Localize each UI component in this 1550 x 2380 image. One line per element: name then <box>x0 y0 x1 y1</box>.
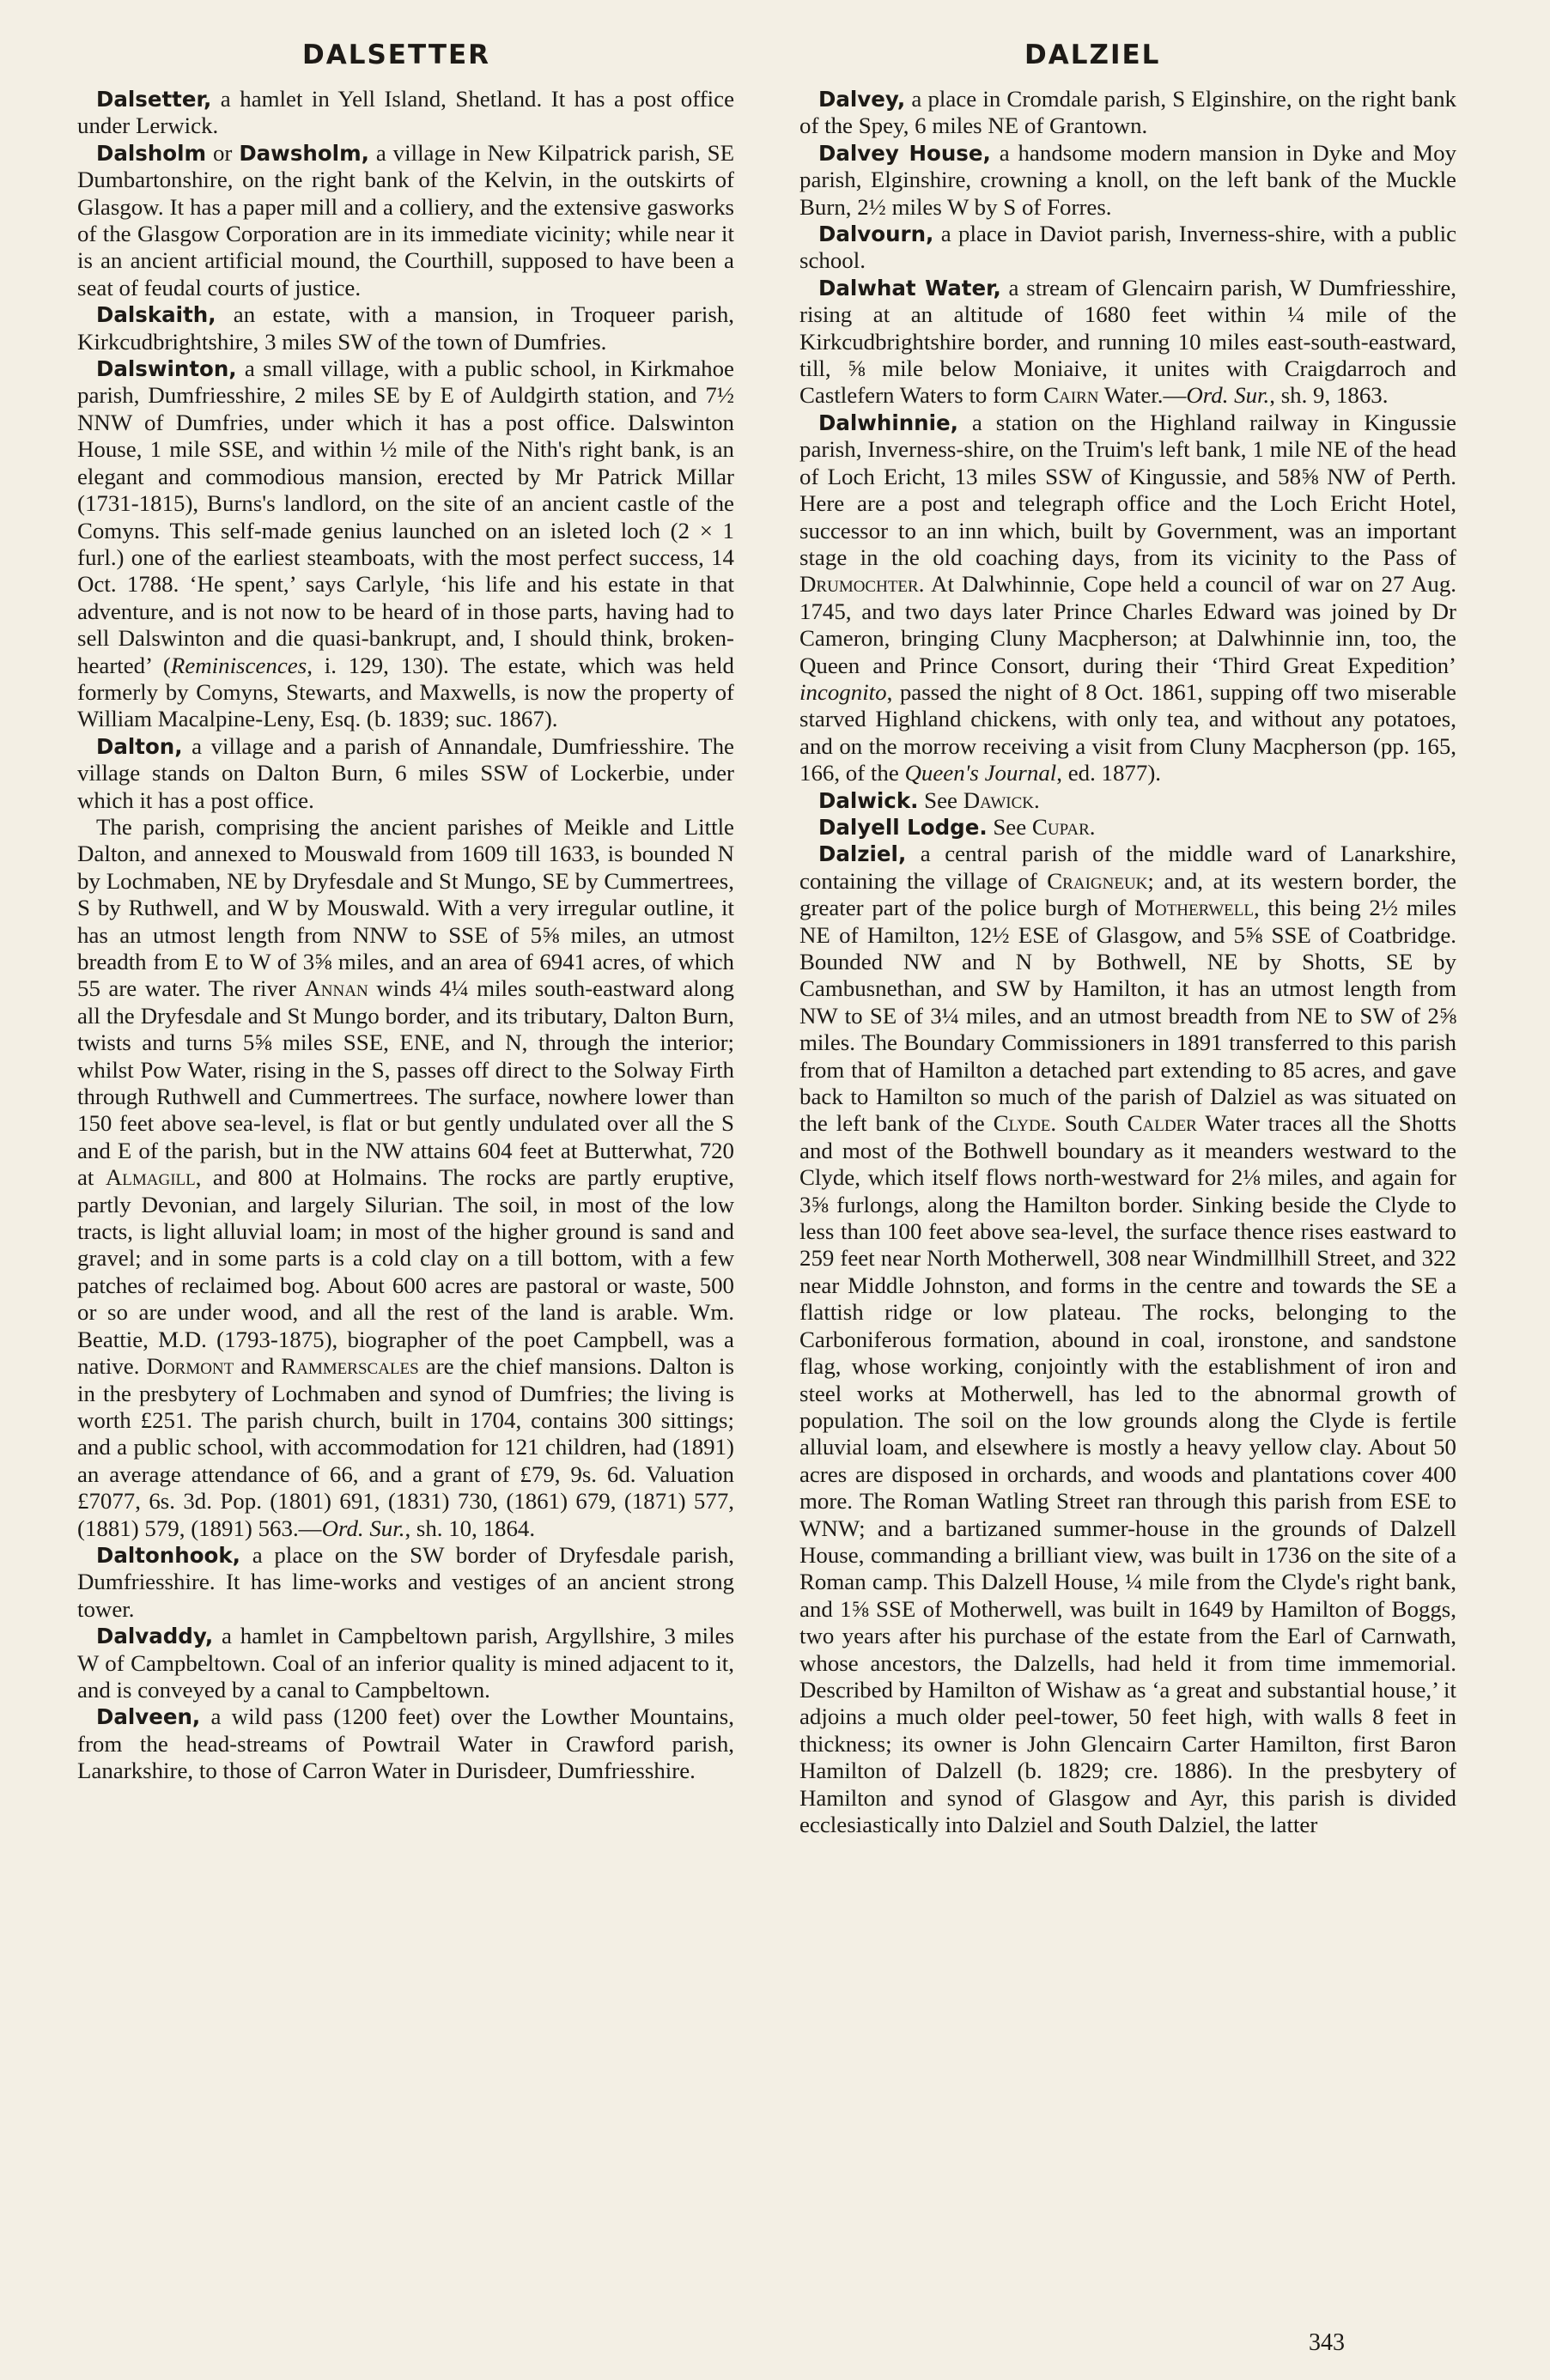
entry-text: . <box>1034 786 1040 813</box>
entry-text: a wild pass (1200 feet) over the Lowther Mountains, from the head-streams of Powtrail Water in Crawford parish, Lanarkshire, to those of Carron Water in Durisdeer, Dumfriesshire. <box>77 1703 734 1784</box>
cross-reference: Cairn <box>1043 382 1099 409</box>
italic-text: Ord. Sur. <box>1186 382 1270 409</box>
header-left-title: DALSETTER <box>302 39 491 70</box>
gazetteer-entry <box>799 814 1456 841</box>
gazetteer-entry <box>77 733 734 814</box>
running-header <box>0 39 1550 74</box>
entry-text: an estate, with a mansion, in Troqueer parish, Kirkcudbrightshire, 3 miles SW of the town of Dumfries. <box>77 301 734 355</box>
entry-text: Water.— <box>1098 382 1187 409</box>
gazetteer-entry <box>77 140 734 301</box>
entry-headword: Daltonhook, <box>96 1542 240 1568</box>
entry-text: or <box>206 139 240 166</box>
entry-headword: Dalsholm <box>96 140 207 166</box>
cross-reference: Annan <box>304 975 368 1002</box>
entry-headword: Dalveen, <box>96 1704 201 1730</box>
gazetteer-entry <box>77 1703 734 1784</box>
entry-headword: Dalvaddy, <box>96 1624 214 1649</box>
entry-text: , i. 129, 130). The estate, which was held formerly by Comyns, Stewarts, and Maxwells, is now the property of William Macalpine-Leny, Esq. (b. 1839; suc. 1867). <box>77 652 735 732</box>
gazetteer-entry <box>799 787 1456 814</box>
entry-text: a handsome modern mansion in Dyke and Moy parish, Elginshire, crowning a knoll, on the left bank of the Muckle Burn, 2½ miles W by S of Forres. <box>799 139 1456 220</box>
entry-text: See <box>918 786 963 813</box>
cross-reference: Cupar <box>1031 813 1090 840</box>
entry-headword: Dalton, <box>96 733 183 759</box>
italic-text: incognito <box>799 678 887 705</box>
entry-headword: Dalswinton, <box>96 356 237 382</box>
cross-reference: Motherwell <box>1134 895 1254 921</box>
italic-text: Reminiscences <box>170 652 307 678</box>
gazetteer-entry <box>77 1542 734 1623</box>
entry-headword: Dalziel, <box>818 841 907 867</box>
cross-reference: Rammerscales <box>281 1353 419 1380</box>
gazetteer-entry <box>77 814 734 1542</box>
italic-text: Ord. Sur. <box>321 1515 405 1541</box>
entry-text: . South <box>1050 1110 1128 1137</box>
entry-headword: Dalyell Lodge. <box>818 814 988 840</box>
entry-text: . <box>1089 813 1096 840</box>
entry-text: are the chief mansions. Dalton is in the presbytery of Lochmaben and synod of Dumfries; the living is worth £251. The parish church, built in 1704, contains 300 sittings; and a public school, with accommodation for 121 children, had (1891) an average attendance of 66, and a grant of £79, 9s. 6d. Valuation £7077, 6s. 3d. Pop. (1801) 691, (1831) 730, (1861) 679, (1871) 577, (1881) 579, (1891) 563.— <box>77 1353 734 1541</box>
entry-headword: Dalvourn, <box>818 222 934 247</box>
cross-reference: Craigneuk <box>1047 867 1148 894</box>
entry-text: a station on the Highland railway in Kingussie parish, Inverness-shire, on the Truim's left bank, 1 mile NE of the head of Loch Ericht, 13 miles SSW of Kingussie, and 58⅝ NW of Perth. Here are a post and telegraph office and the Loch Ericht Hotel, successor to an inn which, built by Government, was an important stage in the old coaching days, from its vicinity to the Pass of <box>799 409 1456 570</box>
entry-text: The parish, comprising the ancient parishes of Meikle and Little Dalton, and annexed to Mouswald from 1609 till 1633, is bounded N by Lochmaben, NE by Dryfesdale and St Mungo, SE by Cummertrees, S by Ruthwell, and W by Mouswald. With a very irregular outline, it has an utmost length from NNW to SSE of 5⅝ miles, an utmost breadth from E to W of 3⅝ miles, and an area of 6941 acres, of which 55 are water. The river <box>77 813 734 1002</box>
entry-text: a village in New Kilpatrick parish, SE Dumbartonshire, on the right bank of the Kelvin, in the outskirts of Glasgow. It has a paper mill and a colliery, and the extensive gasworks of the Glasgow Corporation are in its immediate vicinity; while near it is an ancient artificial mound, the Courthill, supposed to have been a seat of feudal courts of justice. <box>77 139 734 301</box>
entry-text: ; and, at its western border, the greater part of the police burgh of <box>799 867 1456 921</box>
gazetteer-entry <box>77 86 734 140</box>
entry-text: , and 800 at Holmains. The rocks are partly eruptive, partly Devonian, and largely Silurian. The soil, in most of the low tracts, is light alluvial loam; in most of the higher ground is sand and gravel; and in some parts is a cold clay on a till bottom, with a few patches of reclaimed bog. About 600 acres are pastoral or waste, 500 or so are under wood, and all the rest of the land is arable. Wm. Beattie, M.D. (1793-1875), biographer of the poet Campbell, was a native. <box>77 1164 734 1380</box>
entry-text: . At Dalwhinnie, Cope held a council of war on 27 Aug. 1745, and two days later Prince Charles Edward was joined by Dr Cameron, bringing Cluny Macpherson; at Dalwhinnie inn, too, the Queen and Prince Consort, during their ‘Third Great Expedition’ <box>799 571 1456 678</box>
entry-headword: Dalskaith, <box>96 302 216 328</box>
gazetteer-entry <box>799 140 1456 221</box>
entry-headword: Dalwhat Water, <box>818 275 1001 301</box>
left-column <box>77 86 734 1785</box>
header-right-title: DALZIEL <box>1024 39 1161 70</box>
entry-text: a small village, with a public school, in Kirkmahoe parish, Dumfriesshire, 2 miles SE by E of Auldgirth station, and 7½ NNW of Dumfries, under which it has a post office. Dalswinton House, 1 mile SSE, and within ½ mile of the Nith's right bank, is an elegant and commodious mansion, erected by Mr Patrick Millar (1731-1815), Burns's landlord, on the site of an ancient castle of the Comyns. This self-made genius launched on an isleted loch (2 × 1 furl.) one of the earliest steamboats, with the most perfect success, 14 Oct. 1788. ‘He spent,’ says Carlyle, ‘his life and his estate in that adventure, and is not now to be heard of in those parts, having had to sell Dalswinton and die quasi-bankrupt, and, I should think, broken-hearted’ ( <box>77 355 734 678</box>
entry-text: , passed the night of 8 Oct. 1861, supping off two miserable starved Highland chickens, with only tea, and without any potatoes, and on the morrow receiving a visit from Cluny Macpherson (pp. 165, 166, of the <box>799 678 1456 786</box>
gazetteer-entry <box>799 410 1456 787</box>
entry-text: Water traces all the Shotts and most of the Bothwell boundary as it meanders westward to the Clyde, which itself flows north-westward for 2⅛ miles, and again for 3⅝ furlongs, along the Hamilton border. Sinking beside the Clyde to less than 100 feet above sea-level, the surface thence rises eastward to 259 feet near North Motherwell, 308 near Windmillhill Street, and 322 near Middle Johnston, and forms in the centre and towards the SE a flattish ridge or low plateau. The rocks, belonging to the Carboniferous formation, abound in coal, ironstone, and sandstone flag, whose working, conjointly with the establishment of iron and steel works at Motherwell, has led to the abnormal growth of population. The soil on the low grounds along the Clyde is fertile alluvial loam, and elsewhere is mostly a heavy yellow clay. About 50 acres are disposed in orchards, and woods and plantations cover 400 more. The Roman Watling Street ran through this parish from ESE to WNW; and a bartizaned summer-house in the grounds of Dalzell House, commanding a brilliant view, was built in 1736 on the site of a Roman camp. This Dalzell House, ¼ mile from the Clyde's right bank, and 1⅝ SSE of Motherwell, was built in 1649 by Hamilton of Boggs, two years after his purchase of the estate from the Earl of Carnwath, whose ancestors, the Dalzells, had held it from time immemorial. Described by Hamilton of Wishaw as ‘a great and substantial house,’ it adjoins a much older peel-tower, 50 feet high, with walls 8 feet in thickness; its owner is John Glencairn Carter Hamilton, first Baron Hamilton of Dalzell (b. 1829; cre. 1886). In the presbytery of Hamilton and synod of Glasgow and Ayr, this parish is divided ecclesiastically into Dalziel and South Dalziel, the latter <box>799 1110 1456 1837</box>
entry-headword: Dalwick. <box>818 787 919 813</box>
entry-text: , sh. 10, 1864. <box>404 1515 536 1541</box>
italic-text: Queen's Journal <box>904 760 1057 786</box>
gazetteer-entry <box>77 355 734 733</box>
entry-text: See <box>987 813 1032 840</box>
gazetteer-entry <box>799 86 1456 140</box>
entry-text: a place on the SW border of Dryfesdale parish, Dumfriesshire. It has lime-works and vestiges of an ancient strong tower. <box>77 1541 734 1622</box>
right-column <box>799 86 1456 1838</box>
entry-text: and <box>234 1353 282 1380</box>
gazetteer-entry <box>799 841 1456 1838</box>
cross-reference: Calder <box>1127 1110 1197 1137</box>
gazetteer-entry <box>77 1623 734 1703</box>
page-number: 343 <box>1309 2329 1345 2356</box>
entry-text: , ed. 1877). <box>1056 760 1161 786</box>
entry-text: a village and a parish of Annandale, Dumfriesshire. The village stands on Dalton Burn, 6 miles SSW of Lockerbie, under which it has a post office. <box>77 732 734 813</box>
cross-reference: Clyde <box>993 1110 1051 1137</box>
entry-text: a hamlet in Yell Island, Shetland. It has a post office under Lerwick. <box>77 86 734 139</box>
cross-reference: Dormont <box>146 1353 234 1380</box>
entry-text: , this being 2½ miles NE of Hamilton, 12½ ESE of Glasgow, and 5⅝ SSE of Coatbridge. Bounded NW and N by Bothwell, NE by Shotts, SE by Cambusnethan, and SW by Hamilton, it has an utmost length from NW to SE of 3¼ miles, and an utmost breadth from NE to SW of 2⅝ miles. The Boundary Commissioners in 1891 transferred to this parish from that of Hamilton a detached part extending to 85 acres, and gave back to Hamilton so much of the parish of Dalziel as was situated on the left bank of the <box>799 895 1456 1137</box>
cross-reference: Drumochter <box>799 571 919 598</box>
cross-reference: Almagill <box>105 1164 196 1191</box>
gazetteer-entry <box>799 275 1456 410</box>
gazetteer-entry <box>799 221 1456 275</box>
entry-text: a place in Daviot parish, Inverness-shire, with a public school. <box>799 221 1456 274</box>
gazetteer-entry <box>77 301 734 355</box>
entry-headword: Dalvey House, <box>818 140 991 166</box>
entry-text: winds 4¼ miles south-eastward along all the Dryfesdale and St Mungo border, and its tributary, Dalton Burn, twists and turns 5⅝ miles SSE, ENE, and N, through the interior; whilst Pow Water, rising in the S, passes off direct to the Solway Firth through Ruthwell and Cummertrees. The surface, nowhere lower than 150 feet above sea-level, is flat or but gently undulated over all the S and E of the parish, but in the NW attains 604 feet at Butterwhat, 720 at <box>77 975 734 1191</box>
entry-headword: Dalwhinnie, <box>818 410 958 435</box>
cross-reference: Dawick <box>963 786 1034 813</box>
entry-headword: Dawsholm, <box>239 140 369 166</box>
entry-text: a stream of Glencairn parish, W Dumfriesshire, rising at an altitude of 1680 feet within ¼ mile of the Kirkcudbrightshire border, and running 10 miles east-south-eastward, till, ⅝ mile below Moniaive, it unites with Craigdarroch and Castlefern Waters to form <box>799 274 1456 409</box>
entry-text: , sh. 9, 1863. <box>1269 382 1389 409</box>
entry-headword: Dalvey, <box>818 87 906 112</box>
entry-headword: Dalsetter, <box>96 87 212 112</box>
entry-text: a hamlet in Campbeltown parish, Argyllshire, 3 miles W of Campbeltown. Coal of an inferior quality is mined adjacent to it, and is conveyed by a canal to Campbeltown. <box>77 1623 734 1703</box>
entry-text: a central parish of the middle ward of Lanarkshire, containing the village of <box>799 841 1456 894</box>
entry-text: a place in Cromdale parish, S Elginshire, on the right bank of the Spey, 6 miles NE of Grantown. <box>799 86 1456 139</box>
